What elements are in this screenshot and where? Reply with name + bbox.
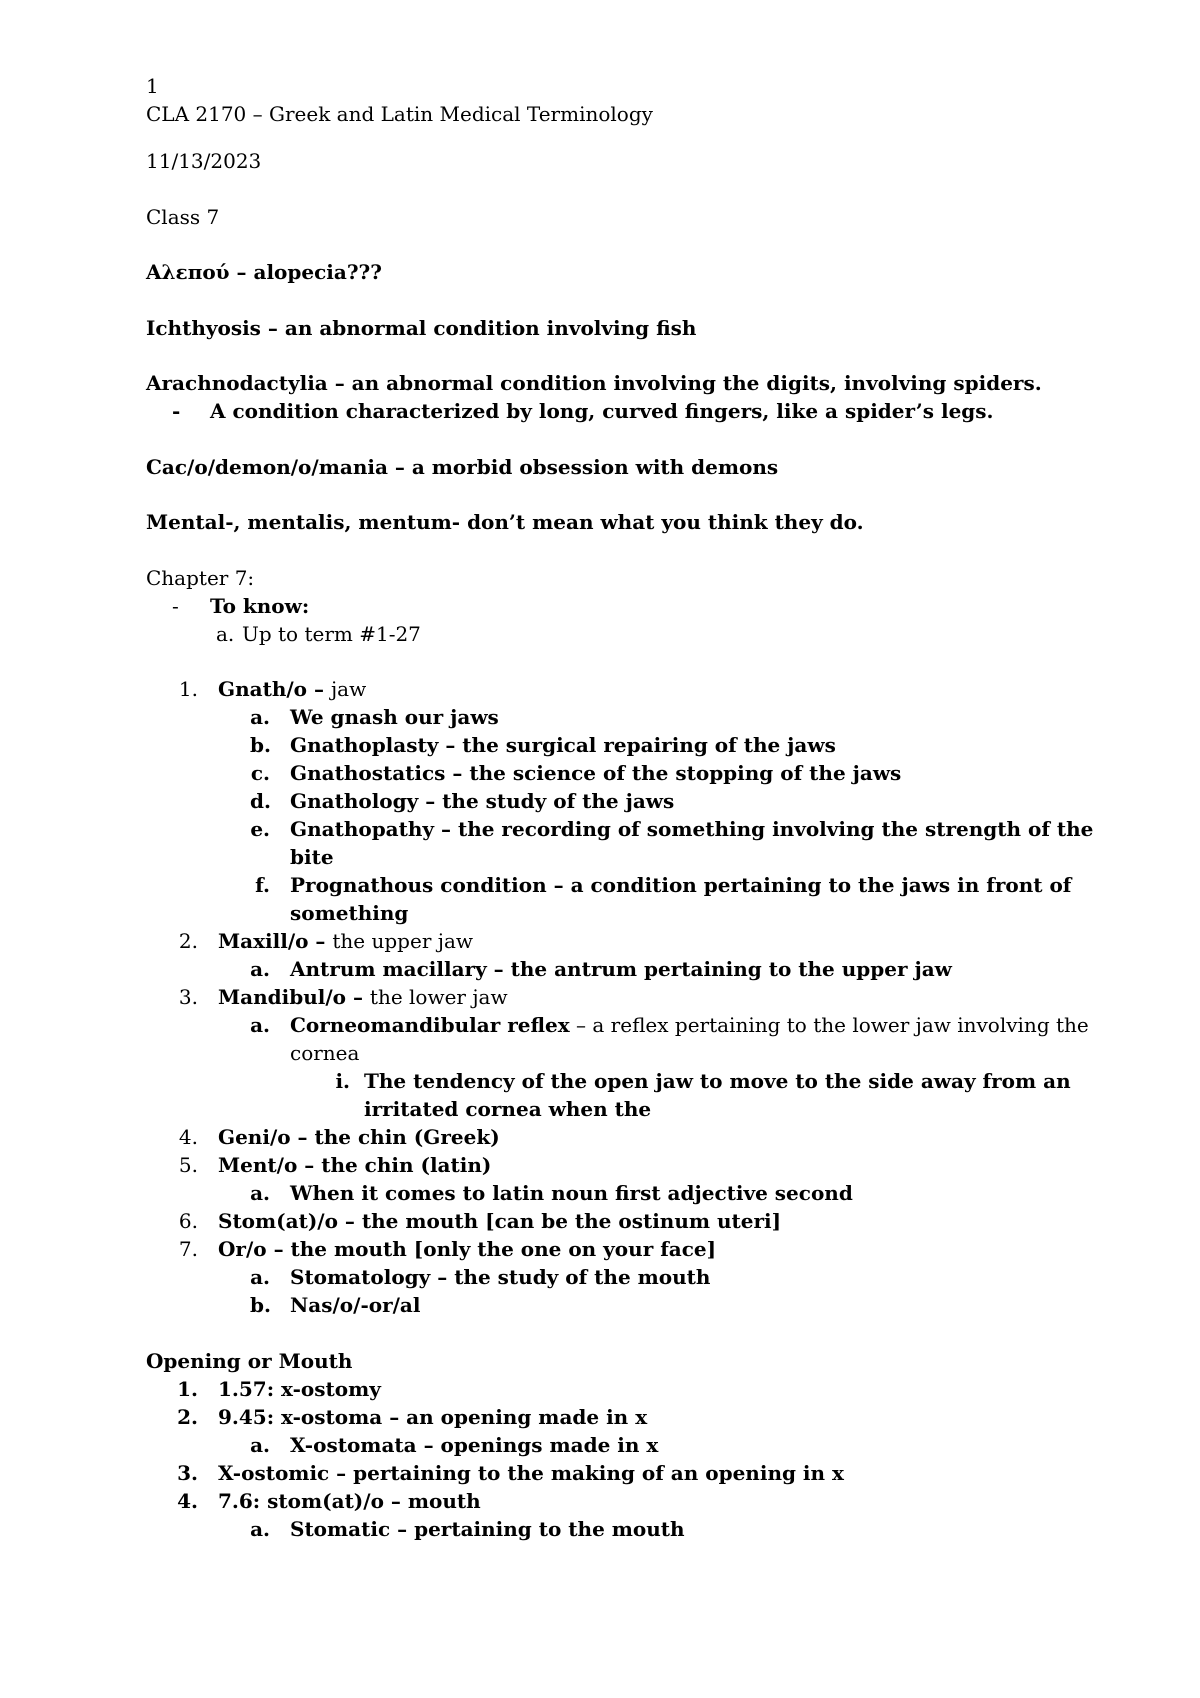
list-number: 1. (178, 677, 198, 701)
list-marker: a. (250, 1013, 270, 1037)
list-marker: a. (250, 1517, 270, 1541)
list-marker: e. (250, 817, 270, 841)
term-name: Corneomandibular reflex (290, 1013, 570, 1037)
list-number: 4. (177, 1489, 198, 1513)
list-item: 1.57: x-ostomy (218, 1377, 381, 1401)
list-item: Geni/o – the chin (Greek) (218, 1125, 500, 1149)
list-marker: b. (250, 1293, 271, 1317)
list-item: Gnathology – the study of the jaws (290, 789, 675, 813)
list-item-continuation: bite (290, 845, 334, 869)
list-marker: b. (250, 733, 271, 757)
term-arachnodactylia: Arachnodactylia – an abnormal condition involving the digits, involving spiders. (146, 371, 1042, 395)
list-marker: d. (250, 789, 271, 813)
term-definition: – a reflex pertaining to the lower jaw involving the (569, 1013, 1089, 1037)
list-item: Or/o – the mouth [only the one on your face] (218, 1237, 717, 1261)
to-know-label: To know: (210, 594, 310, 618)
bullet-marker: - (172, 399, 181, 423)
course-title: CLA 2170 – Greek and Latin Medical Terminology (146, 102, 653, 126)
list-item: Ment/o – the chin (latin) (218, 1153, 492, 1177)
list-number: 2. (177, 1405, 198, 1429)
bullet-marker: - (172, 594, 179, 618)
term-arachnodactylia-note: A condition characterized by long, curved fingers, like a spider’s legs. (210, 399, 994, 423)
list-item: Gnathostatics – the science of the stopping of the jaws (290, 761, 902, 785)
list-item: Antrum macillary – the antrum pertaining to the upper jaw (290, 957, 952, 981)
list-number: 5. (178, 1153, 198, 1177)
list-item: Prognathous condition – a condition pertaining to the jaws in front of (290, 873, 1072, 897)
list-item: Stom(at)/o – the mouth [can be the ostinum uteri] (218, 1209, 782, 1233)
class-label: Class 7 (146, 205, 220, 229)
term-alopecia: Αλεπού – alopecia??? (146, 260, 382, 284)
term-name: Maxill/o – (218, 929, 333, 953)
list-item: The tendency of the open jaw to move to the side away from an (364, 1069, 1071, 1093)
list-item: When it comes to latin noun first adjective second (290, 1181, 853, 1205)
section-heading: Opening or Mouth (146, 1349, 353, 1373)
term-range: Up to term #1-27 (242, 622, 421, 646)
term-ichthyosis: Ichthyosis – an abnormal condition involving fish (146, 316, 697, 340)
term-definition: jaw (330, 677, 367, 701)
list-item-continuation: something (290, 901, 409, 925)
list-item (290, 1011, 1089, 1039)
list-marker: a. (250, 1433, 270, 1457)
list-item: Gnathoplasty – the surgical repairing of the jaws (290, 733, 836, 757)
list-marker: i. (335, 1069, 350, 1093)
list-item: 9.45: x-ostoma – an opening made in x (218, 1405, 648, 1429)
list-marker: a. (250, 1265, 270, 1289)
list-item-continuation: irritated cornea when the (364, 1097, 652, 1121)
list-marker: a. (250, 1181, 270, 1205)
list-item: Nas/o/-or/al (290, 1293, 421, 1317)
term-mental: Mental-, mentalis, mentum- don’t mean what you think they do. (146, 510, 864, 534)
page-number: 1 (146, 74, 159, 98)
list-item (218, 927, 473, 955)
list-number: 6. (178, 1209, 198, 1233)
list-item (218, 675, 366, 703)
list-item-continuation: cornea (290, 1041, 360, 1065)
term-definition: the lower jaw (369, 985, 508, 1009)
term-name: Mandibul/o – (218, 985, 370, 1009)
list-marker: a. (216, 622, 235, 646)
list-item: Stomatic – pertaining to the mouth (290, 1517, 685, 1541)
list-number: 1. (177, 1377, 198, 1401)
term-cacodemonomania: Cac/o/demon/o/mania – a morbid obsession with demons (146, 455, 779, 479)
list-marker: c. (250, 761, 270, 785)
list-marker: f. (255, 873, 270, 897)
list-number: 7. (178, 1237, 198, 1261)
list-item (218, 983, 508, 1011)
term-name: Gnath/o – (218, 677, 331, 701)
date: 11/13/2023 (146, 149, 262, 173)
list-item: X-ostomata – openings made in x (290, 1433, 659, 1457)
list-item: We gnash our jaws (290, 705, 499, 729)
term-definition: the upper jaw (332, 929, 473, 953)
list-number: 4. (178, 1125, 198, 1149)
chapter-heading: Chapter 7: (146, 566, 255, 590)
list-item: Gnathopathy – the recording of something involving the strength of the (290, 817, 1094, 841)
list-number: 2. (178, 929, 198, 953)
list-marker: a. (250, 705, 270, 729)
list-marker: a. (250, 957, 270, 981)
list-item: 7.6: stom(at)/o – mouth (218, 1489, 481, 1513)
list-number: 3. (178, 985, 198, 1009)
list-item: Stomatology – the study of the mouth (290, 1265, 711, 1289)
list-number: 3. (177, 1461, 198, 1485)
list-item: X-ostomic – pertaining to the making of an opening in x (218, 1461, 844, 1485)
